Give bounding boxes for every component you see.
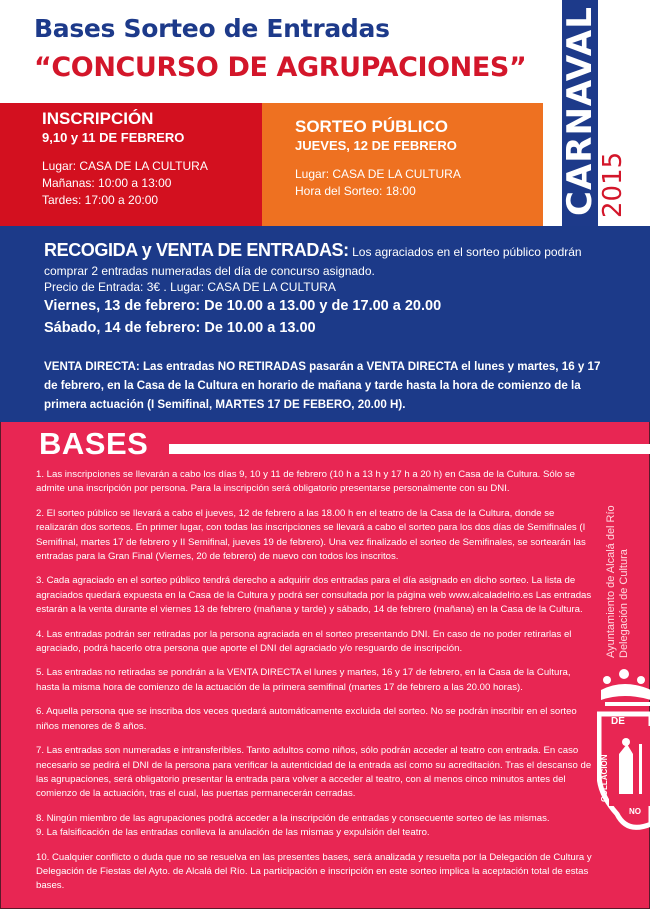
svg-text:COLLACION: COLLACION <box>600 754 609 802</box>
bases-item-5: 5. Las entradas no retiradas se pondrán a la VENTA DIRECTA el lunes y martes, 16 y 17 de febrero, en la Casa de la Cultura, hasta la misma hora de comienzo de la actuación de la primera semifinal (martes 17 de febrero a las 20.00 horas). <box>36 667 571 693</box>
inscripcion-dates: 9,10 y 11 DE FEBRERO <box>42 130 185 145</box>
sorteo-date: JUEVES, 12 DE FEBRERO <box>295 138 457 153</box>
recogida-heading: RECOGIDA y VENTA DE ENTRADAS: <box>44 240 349 260</box>
bases-item-1: 1. Las inscripciones se llevarán a cabo los días 9, 10 y 11 de febrero (10 h a 13 h y 17 h a 20 h) en Casa de la Cultura. Sólo se admite una inscripción por persona. Para la inscripción será obligatorio presentarse personalmente con su DNI. <box>36 469 575 495</box>
coat-of-arms-icon <box>597 664 650 864</box>
sponsor-line-1: Ayuntamiento de Alcalá del Río <box>605 505 617 658</box>
sponsor-text <box>605 505 631 658</box>
recogida-heading-line <box>44 239 650 263</box>
inscripcion-tardes: Tardes: 17:00 a 20:00 <box>42 193 159 207</box>
bases-item-10: 10. Cualquier conflicto o duda que no se resuelva en las presentes bases, será analizada y resuelta por la Delegación de Cultura y Delegación de Fiestas del Ayto. de Alcalá del Río. La participación e inscripción en este sorteo implica la aceptación total de estas bases. <box>36 851 592 892</box>
bases-item-9: 9. La falsificación de las entradas conlleva la anulación de las mismas y expulsión del teatro. <box>36 827 430 839</box>
bases-title: BASES <box>39 426 149 461</box>
carnaval-year: 2015 <box>598 151 628 218</box>
sorteo-box <box>262 103 543 226</box>
sorteo-hora: Hora del Sorteo: 18:00 <box>295 184 416 198</box>
bases-item-8: 8. Ningún miembro de las agrupaciones podrá acceder a la inscripción de entradas y consecuente sorteo de las mismas. <box>36 812 550 824</box>
recogida-viernes: Viernes, 13 de febrero: De 10.00 a 13.00 y de 17.00 a 20.00 <box>44 298 442 314</box>
recogida-precio: Precio de Entrada: 3€ . Lugar: CASA DE LA CULTURA <box>44 280 336 294</box>
recogida-line2: comprar 2 entradas numeradas del día de concurso asignado. <box>44 264 375 278</box>
bases-divider <box>169 444 650 454</box>
inscripcion-box <box>0 103 262 226</box>
inscripcion-lugar: Lugar: CASA DE LA CULTURA <box>42 159 208 173</box>
title-line-1: Bases Sorteo de Entradas <box>34 14 390 43</box>
sponsor-line-2: Delegación de Cultura <box>618 549 630 658</box>
carnaval-word: CARNAVAL <box>560 6 600 216</box>
recogida-intro: Los agraciados en el sorteo público podrán <box>348 245 582 259</box>
sorteo-lugar: Lugar: CASA DE LA CULTURA <box>295 167 461 181</box>
sorteo-title: SORTEO PÚBLICO <box>295 117 449 136</box>
bases-list <box>36 468 596 904</box>
recogida-sabado: Sábado, 14 de febrero: De 10.00 a 13.00 <box>44 320 316 336</box>
inscripcion-mananas: Mañanas: 10:00 a 13:00 <box>42 176 172 190</box>
bases-section <box>0 422 650 909</box>
recogida-section <box>0 226 650 422</box>
inscripcion-title: INSCRIPCIÓN <box>42 109 154 128</box>
venta-directa: VENTA DIRECTA: Las entradas NO RETIRADAS pasarán a VENTA DIRECTA el lunes y martes, 16 y 17 de febrero, en la Casa de la Cultura en horario de mañana y tarde hasta la hora de comienzo de la primera actuación (I Semifinal, MARTES 17 DE FEBERO, 20.00 H). <box>44 360 601 411</box>
svg-text:DE: DE <box>611 716 625 727</box>
bases-item-7: 7. Las entradas son numeradas e intransferibles. Tanto adultos como niños, sólo podrán acceder al teatro con entrada. En caso necesario se pedirá el DNI de la persona para verificar la autenticidad de la entrada así como su acreditación. Tras el descanso de las agrupaciones, será obligatorio presentar la entrada para volver a acceder al teatro, con al menos cinco minutos antes del comienzo de la actuación, tras el cual, las puertas permanecerán cerradas. <box>36 745 592 800</box>
bases-item-6: 6. Aquella persona que se inscriba dos veces quedará automáticamente excluida del sorteo. No se podrán inscribir en el sorteo niños menores de 8 años. <box>36 706 577 732</box>
svg-text:NO: NO <box>629 807 641 816</box>
title-line-2: “CONCURSO DE AGRUPACIONES” <box>34 52 527 83</box>
bases-item-3: 3. Cada agraciado en el sorteo público tendrá derecho a adquirir dos entradas para el día asignado en dicho sorteo. La lista de agraciados quedará expuesta en la Casa de la Cultura y podrá ser consultada por la página web www.alcaladelrio.es Las entradas estarán a la venta durante el viernes 13 de febrero (mañana y tarde) y sábado, 14 de febrero (mañana) en la Casa de la Cultura. <box>36 575 592 616</box>
bases-item-4: 4. Las entradas podrán ser retiradas por la persona agraciada en el sorteo presentando DNI. En caso de no poder retirarlas el agraciado, podrá hacerlo otra persona que aporte el DNI del agraciado y/o resguardo de inscripción. <box>36 628 572 655</box>
bases-item-2: 2. El sorteo público se llevará a cabo el jueves, 12 de febrero a las 18.00 h en el teatro de la Casa de la Cultura, donde se realizarán dos sorteos. En primer lugar, con todas las inscripciones se llevará a cabo el sorteo para los dos días de Semifinales (I Semifinal, martes 17 de febrero y II Semifinal, jueves 19 de febrero). Una vez finalizado el sorteo de Semifinales, se sortearán las entradas para la Gran Final (Viernes, 20 de febrero) de nuevo con todos los inscritos. <box>36 507 586 563</box>
